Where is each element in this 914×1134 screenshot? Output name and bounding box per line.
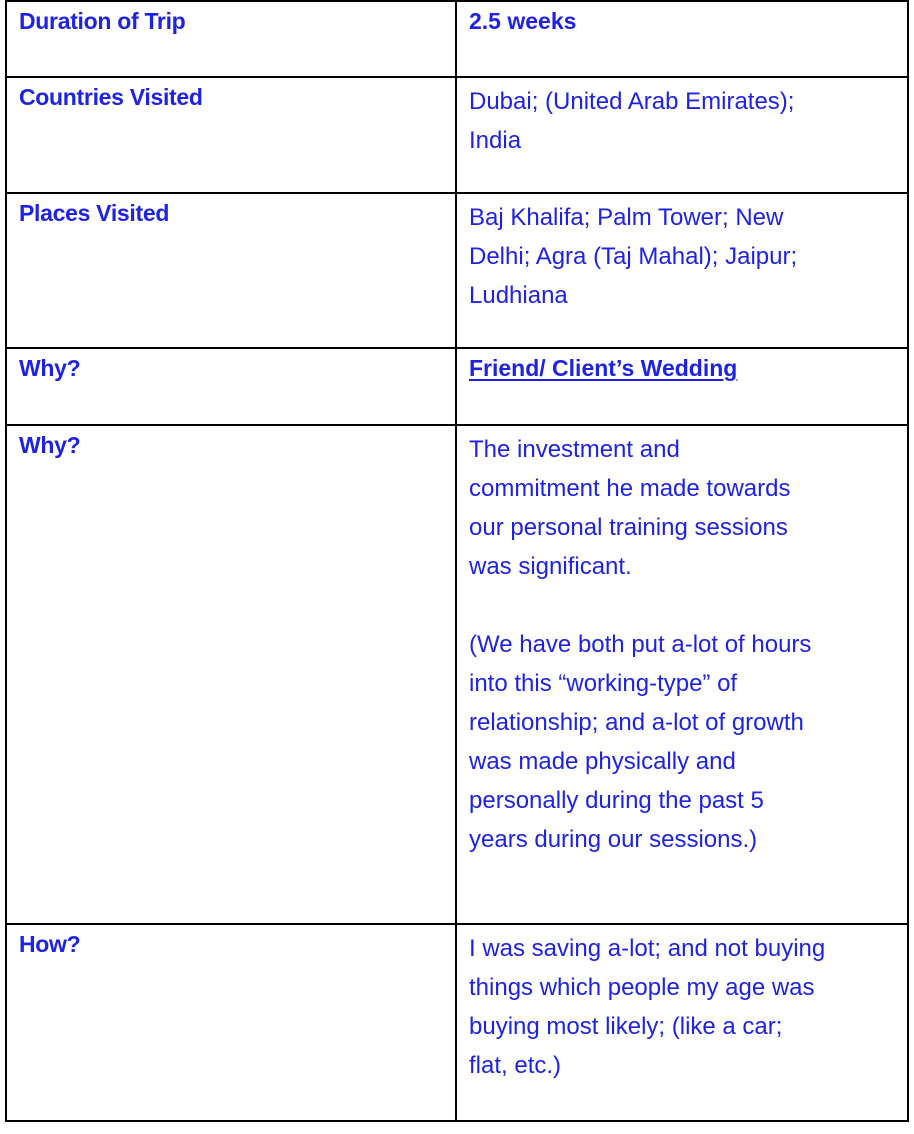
why-label: Why? [19, 355, 81, 381]
value-cell [456, 348, 908, 425]
value-cell [456, 77, 908, 193]
table-row-why-explanation [6, 425, 908, 924]
why-label-2: Why? [19, 432, 81, 458]
value-cell [456, 193, 908, 348]
countries-label: Countries Visited [19, 84, 203, 110]
label-cell [6, 1, 456, 77]
countries-value: Dubai; (United Arab Emirates); India [469, 88, 795, 154]
how-value: I was saving a-lot; and not buying things which people my age was buying most likely; (like a car; flat, etc.) [469, 935, 826, 1079]
places-label: Places Visited [19, 200, 170, 226]
label-cell [6, 348, 456, 425]
label-cell [6, 193, 456, 348]
table-row-duration [6, 1, 908, 77]
value-cell [456, 924, 908, 1121]
duration-label: Duration of Trip [19, 8, 186, 34]
trip-details-table [5, 0, 909, 1122]
label-cell [6, 425, 456, 924]
table-row-why-reason [6, 348, 908, 425]
value-cell [456, 1, 908, 77]
value-cell [456, 425, 908, 924]
wedding-value: Friend/ Client’s Wedding [469, 355, 738, 381]
places-value: Baj Khalifa; Palm Tower; New Delhi; Agra (Taj Mahal); Jaipur; Ludhiana [469, 204, 798, 309]
table-row-how [6, 924, 908, 1121]
table-row-countries [6, 77, 908, 193]
how-label: How? [19, 931, 81, 957]
duration-value: 2.5 weeks [469, 8, 577, 34]
label-cell [6, 924, 456, 1121]
label-cell [6, 77, 456, 193]
why-explanation-value: The investment and commitment he made towards our personal training sessions was significant. (We have both put a-lot of hours into this “working-type” of relationship; and a-lot of growth was made physically and personally during the past 5 years during our sessions.) [469, 436, 812, 853]
table-row-places [6, 193, 908, 348]
